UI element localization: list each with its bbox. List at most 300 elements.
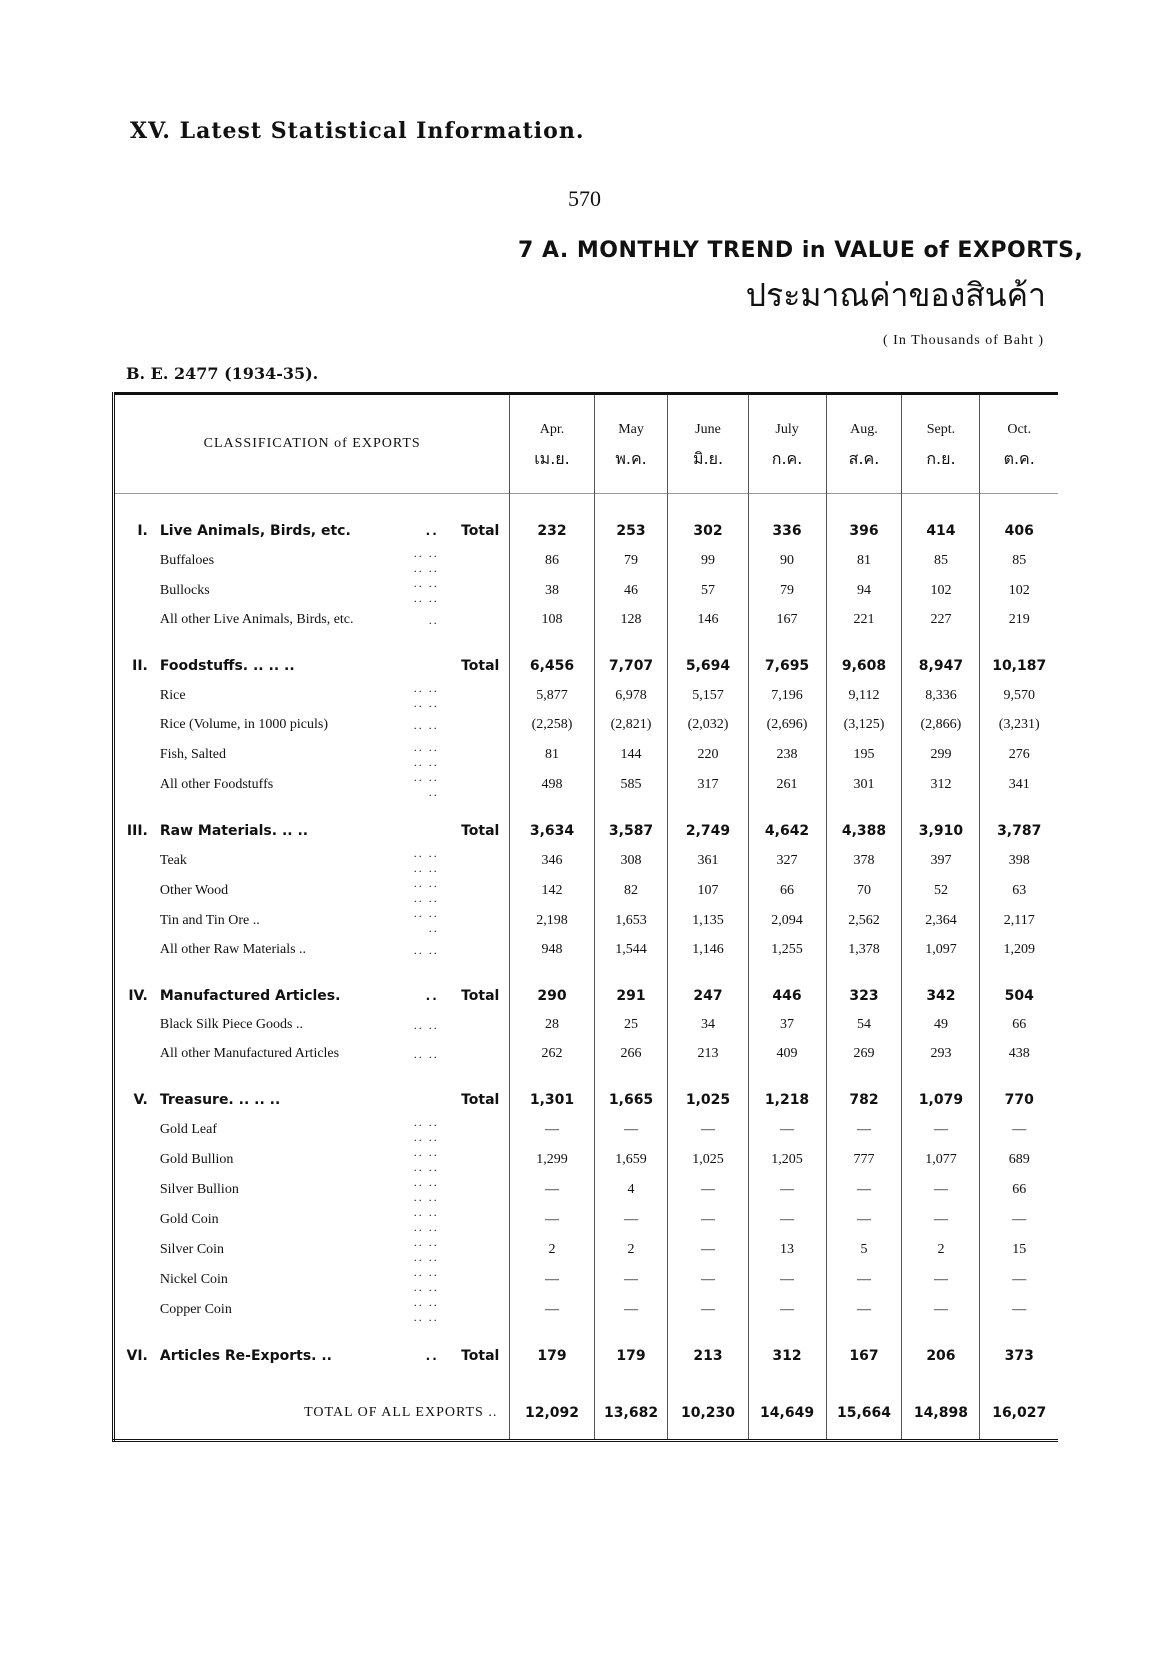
item-value: 266 bbox=[594, 1040, 668, 1069]
leader-dots: .. .. bbox=[413, 1046, 439, 1061]
grand-total-label: TOTAL OF ALL EXPORTS .. bbox=[304, 1404, 498, 1420]
indent-cell bbox=[114, 1115, 160, 1145]
group-total-value: 4,388 bbox=[826, 816, 902, 846]
month-label-thai: มิ.ย. bbox=[692, 449, 724, 468]
indent-cell bbox=[114, 876, 160, 906]
item-name: Other Wood bbox=[159, 882, 229, 898]
item-value: 102 bbox=[902, 576, 980, 606]
indent-cell bbox=[114, 1235, 160, 1265]
item-value: (3,231) bbox=[980, 711, 1058, 740]
leader-dots: .. .. .. .. bbox=[413, 1264, 439, 1294]
group-total-value: 206 bbox=[902, 1341, 980, 1371]
item-name: Buffaloes bbox=[159, 552, 215, 568]
leader-dots: .. .. bbox=[413, 1017, 439, 1032]
group-total-value: 342 bbox=[902, 981, 980, 1011]
leader-dots bbox=[409, 1085, 451, 1115]
item-value: — bbox=[748, 1265, 826, 1295]
indent-cell bbox=[114, 846, 160, 876]
item-value: 409 bbox=[748, 1040, 826, 1069]
group-total-value: 232 bbox=[510, 516, 594, 546]
item-value: 90 bbox=[748, 546, 826, 576]
item-value: — bbox=[826, 1115, 902, 1145]
item-value: 293 bbox=[902, 1040, 980, 1069]
leader-dots-end bbox=[451, 1265, 510, 1295]
item-name: Rice bbox=[159, 687, 186, 703]
item-value: 1,255 bbox=[748, 936, 826, 965]
group-total-value: 1,301 bbox=[510, 1085, 594, 1115]
group-total-row bbox=[114, 816, 1059, 846]
group-total-row bbox=[114, 981, 1059, 1011]
group-total-value: 302 bbox=[668, 516, 748, 546]
item-value: — bbox=[826, 1205, 902, 1235]
leader-dots: .. .. .. .. bbox=[413, 1234, 439, 1264]
leader-dots-end bbox=[451, 606, 510, 635]
grand-total-value: 15,664 bbox=[826, 1387, 902, 1441]
item-value: — bbox=[826, 1265, 902, 1295]
item-value: — bbox=[510, 1115, 594, 1145]
group-total-value: 504 bbox=[980, 981, 1058, 1011]
group-total-value: 446 bbox=[748, 981, 826, 1011]
leader-dots-end bbox=[451, 1205, 510, 1235]
item-value: 85 bbox=[980, 546, 1058, 576]
item-value: — bbox=[668, 1205, 748, 1235]
table-row bbox=[114, 1295, 1059, 1325]
item-value: — bbox=[668, 1115, 748, 1145]
total-label: Total bbox=[461, 1347, 500, 1364]
item-value: 1,205 bbox=[748, 1145, 826, 1175]
group-name: Raw Materials. .. .. bbox=[159, 822, 309, 839]
group-total-value: 1,025 bbox=[668, 1085, 748, 1115]
leader-dots: .. .. .. .. bbox=[413, 680, 439, 710]
month-header bbox=[748, 394, 826, 494]
leader-dots: .. .. .. .. bbox=[413, 739, 439, 769]
item-value: 398 bbox=[980, 846, 1058, 876]
table-row bbox=[114, 876, 1059, 906]
group-number: II. bbox=[132, 657, 148, 674]
month-header bbox=[980, 394, 1058, 494]
leader-dots: .. .. .. bbox=[413, 769, 439, 799]
item-name: All other Raw Materials .. bbox=[159, 942, 307, 957]
indent-cell bbox=[114, 1205, 160, 1235]
group-number: III. bbox=[126, 822, 148, 839]
item-name: Black Silk Piece Goods .. bbox=[159, 1017, 303, 1032]
item-value: (2,258) bbox=[510, 711, 594, 740]
group-total-value: 291 bbox=[594, 981, 668, 1011]
item-value: — bbox=[668, 1175, 748, 1205]
indent-cell bbox=[114, 1011, 160, 1040]
group-total-value: 312 bbox=[748, 1341, 826, 1371]
item-value: 1,025 bbox=[668, 1145, 748, 1175]
leader-dots: .. .. bbox=[413, 717, 439, 732]
grand-total-value: 14,649 bbox=[748, 1387, 826, 1441]
month-label: Sept. bbox=[926, 422, 956, 437]
item-value: 948 bbox=[510, 936, 594, 965]
indent-cell bbox=[114, 711, 160, 740]
item-value: 1,378 bbox=[826, 936, 902, 965]
table-row bbox=[114, 681, 1059, 711]
item-name: Gold Bullion bbox=[159, 1151, 234, 1167]
table-row bbox=[114, 740, 1059, 770]
table-row bbox=[114, 1115, 1059, 1145]
month-label-thai: ต.ค. bbox=[1003, 449, 1035, 468]
classification-header: CLASSIFICATION of EXPORTS bbox=[203, 436, 421, 451]
leader-dots: .. .. .. .. bbox=[413, 875, 439, 905]
item-value: 1,299 bbox=[510, 1145, 594, 1175]
table-row bbox=[114, 711, 1059, 740]
item-value: (3,125) bbox=[826, 711, 902, 740]
item-name: Teak bbox=[159, 852, 187, 868]
month-header bbox=[594, 394, 668, 494]
item-value: 9,112 bbox=[826, 681, 902, 711]
group-total-value: 323 bbox=[826, 981, 902, 1011]
item-value: — bbox=[668, 1295, 748, 1325]
leader-dots-end bbox=[451, 1115, 510, 1145]
month-label-thai: พ.ค. bbox=[615, 449, 647, 468]
group-total-value: 290 bbox=[510, 981, 594, 1011]
group-total-value: 1,218 bbox=[748, 1085, 826, 1115]
group-total-value: 8,947 bbox=[902, 651, 980, 681]
item-value: — bbox=[510, 1265, 594, 1295]
group-name: Articles Re-Exports. .. bbox=[159, 1347, 332, 1364]
item-value: 276 bbox=[980, 740, 1058, 770]
leader-dots: .. .. .. .. bbox=[413, 845, 439, 875]
leader-dots-end bbox=[451, 770, 510, 800]
indent-cell bbox=[114, 1145, 160, 1175]
month-label-thai: ก.ย. bbox=[926, 449, 956, 468]
item-value: (2,032) bbox=[668, 711, 748, 740]
item-value: — bbox=[668, 1265, 748, 1295]
leader-dots-end bbox=[451, 1145, 510, 1175]
group-total-value: 247 bbox=[668, 981, 748, 1011]
item-value: 1,077 bbox=[902, 1145, 980, 1175]
group-total-value: 336 bbox=[748, 516, 826, 546]
indent-cell bbox=[114, 1265, 160, 1295]
item-value: 308 bbox=[594, 846, 668, 876]
item-value: 146 bbox=[668, 606, 748, 635]
item-name: All other Foodstuffs bbox=[159, 776, 274, 792]
item-value: — bbox=[980, 1295, 1058, 1325]
group-total-value: 213 bbox=[668, 1341, 748, 1371]
item-value: 34 bbox=[668, 1011, 748, 1040]
item-value: — bbox=[902, 1265, 980, 1295]
group-total-value: 3,634 bbox=[510, 816, 594, 846]
group-total-row bbox=[114, 1085, 1059, 1115]
item-value: 301 bbox=[826, 770, 902, 800]
item-value: 144 bbox=[594, 740, 668, 770]
indent-cell bbox=[114, 1040, 160, 1069]
group-name: Manufactured Articles. bbox=[159, 987, 341, 1004]
item-value: — bbox=[748, 1295, 826, 1325]
month-header bbox=[826, 394, 902, 494]
indent-cell bbox=[114, 681, 160, 711]
item-value: — bbox=[902, 1205, 980, 1235]
item-value: — bbox=[748, 1175, 826, 1205]
item-value: 317 bbox=[668, 770, 748, 800]
item-value: 777 bbox=[826, 1145, 902, 1175]
page-number: 570 bbox=[568, 186, 601, 211]
item-value: — bbox=[826, 1295, 902, 1325]
grand-total-value: 16,027 bbox=[980, 1387, 1058, 1441]
item-name: Gold Coin bbox=[159, 1211, 219, 1227]
item-value: 8,336 bbox=[902, 681, 980, 711]
item-value: 15 bbox=[980, 1235, 1058, 1265]
indent-cell bbox=[114, 770, 160, 800]
item-value: 99 bbox=[668, 546, 748, 576]
item-value: 689 bbox=[980, 1145, 1058, 1175]
item-value: — bbox=[594, 1205, 668, 1235]
item-value: 2,364 bbox=[902, 906, 980, 936]
item-name: Tin and Tin Ore .. bbox=[159, 912, 260, 928]
group-total-value: 1,665 bbox=[594, 1085, 668, 1115]
table-row bbox=[114, 546, 1059, 576]
item-name: Rice (Volume, in 1000 piculs) bbox=[159, 717, 328, 732]
item-value: — bbox=[594, 1265, 668, 1295]
item-value: 86 bbox=[510, 546, 594, 576]
item-value: 585 bbox=[594, 770, 668, 800]
table-title-thai: ประมาณค่าของสินค้า bbox=[745, 276, 1046, 314]
item-value: — bbox=[826, 1175, 902, 1205]
leader-dots-end bbox=[451, 576, 510, 606]
table-title: 7 A. MONTHLY TREND in VALUE of EXPORTS, bbox=[518, 238, 1084, 263]
table-row bbox=[114, 770, 1059, 800]
group-number: IV. bbox=[128, 987, 148, 1004]
total-label: Total bbox=[461, 522, 500, 539]
total-label: Total bbox=[461, 1091, 500, 1108]
month-header bbox=[510, 394, 594, 494]
item-value: 81 bbox=[510, 740, 594, 770]
item-value: 128 bbox=[594, 606, 668, 635]
group-total-value: 373 bbox=[980, 1341, 1058, 1371]
item-value: — bbox=[902, 1115, 980, 1145]
item-value: 1,659 bbox=[594, 1145, 668, 1175]
grand-total-value: 13,682 bbox=[594, 1387, 668, 1441]
table-row bbox=[114, 846, 1059, 876]
item-value: 1,544 bbox=[594, 936, 668, 965]
item-value: 378 bbox=[826, 846, 902, 876]
item-value: — bbox=[510, 1175, 594, 1205]
table-row bbox=[114, 576, 1059, 606]
group-total-value: 782 bbox=[826, 1085, 902, 1115]
table-body bbox=[114, 494, 1059, 1441]
group-total-row bbox=[114, 651, 1059, 681]
group-total-value: 3,787 bbox=[980, 816, 1058, 846]
item-value: 13 bbox=[748, 1235, 826, 1265]
item-value: 1,146 bbox=[668, 936, 748, 965]
item-value: 167 bbox=[748, 606, 826, 635]
item-value: — bbox=[902, 1295, 980, 1325]
table-row bbox=[114, 906, 1059, 936]
export-table bbox=[112, 392, 1058, 1442]
group-total-value: 3,910 bbox=[902, 816, 980, 846]
group-total-value: 414 bbox=[902, 516, 980, 546]
leader-dots: .. .. .. .. bbox=[413, 1174, 439, 1204]
item-value: 227 bbox=[902, 606, 980, 635]
item-value: 346 bbox=[510, 846, 594, 876]
item-value: 66 bbox=[980, 1011, 1058, 1040]
group-total-row bbox=[114, 1341, 1059, 1371]
item-value: 85 bbox=[902, 546, 980, 576]
group-name: Treasure. .. .. .. bbox=[159, 1091, 281, 1108]
group-total-value: 406 bbox=[980, 516, 1058, 546]
group-total-value: 770 bbox=[980, 1085, 1058, 1115]
item-value: 6,978 bbox=[594, 681, 668, 711]
total-label: Total bbox=[461, 822, 500, 839]
item-value: 1,135 bbox=[668, 906, 748, 936]
group-total-value: 9,608 bbox=[826, 651, 902, 681]
item-value: 361 bbox=[668, 846, 748, 876]
indent-cell bbox=[114, 740, 160, 770]
indent-cell bbox=[114, 546, 160, 576]
group-total-value: 396 bbox=[826, 516, 902, 546]
item-value: 57 bbox=[668, 576, 748, 606]
leader-dots: .. .. .. .. bbox=[413, 575, 439, 605]
item-name: All other Manufactured Articles bbox=[159, 1046, 340, 1061]
table-row bbox=[114, 1265, 1059, 1295]
leader-dots-end bbox=[451, 936, 510, 965]
month-label-thai: ส.ค. bbox=[848, 449, 880, 468]
item-value: — bbox=[510, 1295, 594, 1325]
table-row bbox=[114, 1205, 1059, 1235]
item-value: (2,696) bbox=[748, 711, 826, 740]
item-value: 82 bbox=[594, 876, 668, 906]
leader-dots: .. .. .. .. bbox=[413, 1294, 439, 1324]
item-value: (2,866) bbox=[902, 711, 980, 740]
header-row bbox=[114, 394, 1059, 494]
group-total-value: 5,694 bbox=[668, 651, 748, 681]
leader-dots-end bbox=[451, 1040, 510, 1069]
item-value: — bbox=[594, 1115, 668, 1145]
month-label: June bbox=[695, 422, 721, 437]
item-value: — bbox=[980, 1115, 1058, 1145]
leader-dots-end bbox=[451, 546, 510, 576]
table-row bbox=[114, 1040, 1059, 1069]
group-total-value: 6,456 bbox=[510, 651, 594, 681]
group-total-value: 3,587 bbox=[594, 816, 668, 846]
leader-dots-end bbox=[451, 740, 510, 770]
item-value: 107 bbox=[668, 876, 748, 906]
section-heading: XV. Latest Statistical Information. bbox=[130, 118, 585, 144]
item-value: 4 bbox=[594, 1175, 668, 1205]
leader-dots: .. .. .. .. bbox=[413, 545, 439, 575]
item-value: 221 bbox=[826, 606, 902, 635]
item-name: Silver Bullion bbox=[159, 1181, 239, 1197]
group-total-value: 1,079 bbox=[902, 1085, 980, 1115]
year-label: B. E. 2477 (1934-35). bbox=[126, 364, 319, 383]
leader-dots-end bbox=[451, 1235, 510, 1265]
table-row bbox=[114, 1145, 1059, 1175]
item-value: 2,117 bbox=[980, 906, 1058, 936]
item-value: 213 bbox=[668, 1040, 748, 1069]
leader-dots-end bbox=[451, 1011, 510, 1040]
leader-dots-end bbox=[451, 711, 510, 740]
month-label: Apr. bbox=[539, 422, 565, 437]
item-value: 5 bbox=[826, 1235, 902, 1265]
item-value: 28 bbox=[510, 1011, 594, 1040]
group-total-value: 4,642 bbox=[748, 816, 826, 846]
item-value: 5,157 bbox=[668, 681, 748, 711]
item-value: 38 bbox=[510, 576, 594, 606]
item-value: 1,653 bbox=[594, 906, 668, 936]
item-value: 2 bbox=[594, 1235, 668, 1265]
item-value: 9,570 bbox=[980, 681, 1058, 711]
group-total-value: 2,749 bbox=[668, 816, 748, 846]
group-total-value: 179 bbox=[510, 1341, 594, 1371]
table-row bbox=[114, 1175, 1059, 1205]
item-name: Copper Coin bbox=[159, 1301, 232, 1317]
item-name: Bullocks bbox=[159, 582, 210, 598]
item-value: 195 bbox=[826, 740, 902, 770]
leader-dots-end bbox=[451, 681, 510, 711]
group-number: V. bbox=[133, 1091, 148, 1108]
item-name: Fish, Salted bbox=[159, 746, 226, 762]
item-value: 81 bbox=[826, 546, 902, 576]
leader-dots: .. bbox=[425, 523, 439, 538]
leader-dots: .. .. .. .. bbox=[413, 1144, 439, 1174]
group-total-value: 179 bbox=[594, 1341, 668, 1371]
item-value: 312 bbox=[902, 770, 980, 800]
item-value: 142 bbox=[510, 876, 594, 906]
item-value: 2 bbox=[902, 1235, 980, 1265]
indent-cell bbox=[114, 906, 160, 936]
group-total-value: 7,707 bbox=[594, 651, 668, 681]
month-label: May bbox=[618, 422, 644, 437]
total-label: Total bbox=[461, 657, 500, 674]
item-value: (2,821) bbox=[594, 711, 668, 740]
item-value: 1,097 bbox=[902, 936, 980, 965]
month-label: Aug. bbox=[850, 422, 878, 437]
item-value: — bbox=[748, 1115, 826, 1145]
indent-cell bbox=[114, 936, 160, 965]
item-value: 299 bbox=[902, 740, 980, 770]
leader-dots: .. .. .. .. bbox=[413, 1204, 439, 1234]
leader-dots: .. bbox=[428, 612, 439, 627]
item-value: 269 bbox=[826, 1040, 902, 1069]
item-value: 238 bbox=[748, 740, 826, 770]
total-label: Total bbox=[461, 987, 500, 1004]
month-header bbox=[902, 394, 980, 494]
item-value: 2,562 bbox=[826, 906, 902, 936]
group-number: I. bbox=[137, 522, 148, 539]
item-value: 261 bbox=[748, 770, 826, 800]
item-value: 49 bbox=[902, 1011, 980, 1040]
item-value: 79 bbox=[748, 576, 826, 606]
month-label: July bbox=[775, 422, 799, 437]
grand-total-value: 10,230 bbox=[668, 1387, 748, 1441]
item-value: 219 bbox=[980, 606, 1058, 635]
leader-dots: .. .. bbox=[413, 942, 439, 957]
item-value: — bbox=[594, 1295, 668, 1325]
item-name: Nickel Coin bbox=[159, 1271, 228, 1287]
item-value: 52 bbox=[902, 876, 980, 906]
group-total-value: 10,187 bbox=[980, 651, 1058, 681]
item-value: 79 bbox=[594, 546, 668, 576]
group-total-value: 167 bbox=[826, 1341, 902, 1371]
item-value: — bbox=[668, 1235, 748, 1265]
export-table-container bbox=[112, 392, 1058, 1438]
month-header bbox=[668, 394, 748, 494]
item-value: 54 bbox=[826, 1011, 902, 1040]
item-value: 2 bbox=[510, 1235, 594, 1265]
month-label-thai: เม.ย. bbox=[534, 449, 570, 468]
item-value: 94 bbox=[826, 576, 902, 606]
item-value: 1,209 bbox=[980, 936, 1058, 965]
item-name: Gold Leaf bbox=[159, 1121, 218, 1137]
indent-cell bbox=[114, 1175, 160, 1205]
group-name: Foodstuffs. .. .. .. bbox=[159, 657, 295, 674]
leader-dots-end bbox=[451, 1295, 510, 1325]
item-value: 341 bbox=[980, 770, 1058, 800]
item-value: 262 bbox=[510, 1040, 594, 1069]
